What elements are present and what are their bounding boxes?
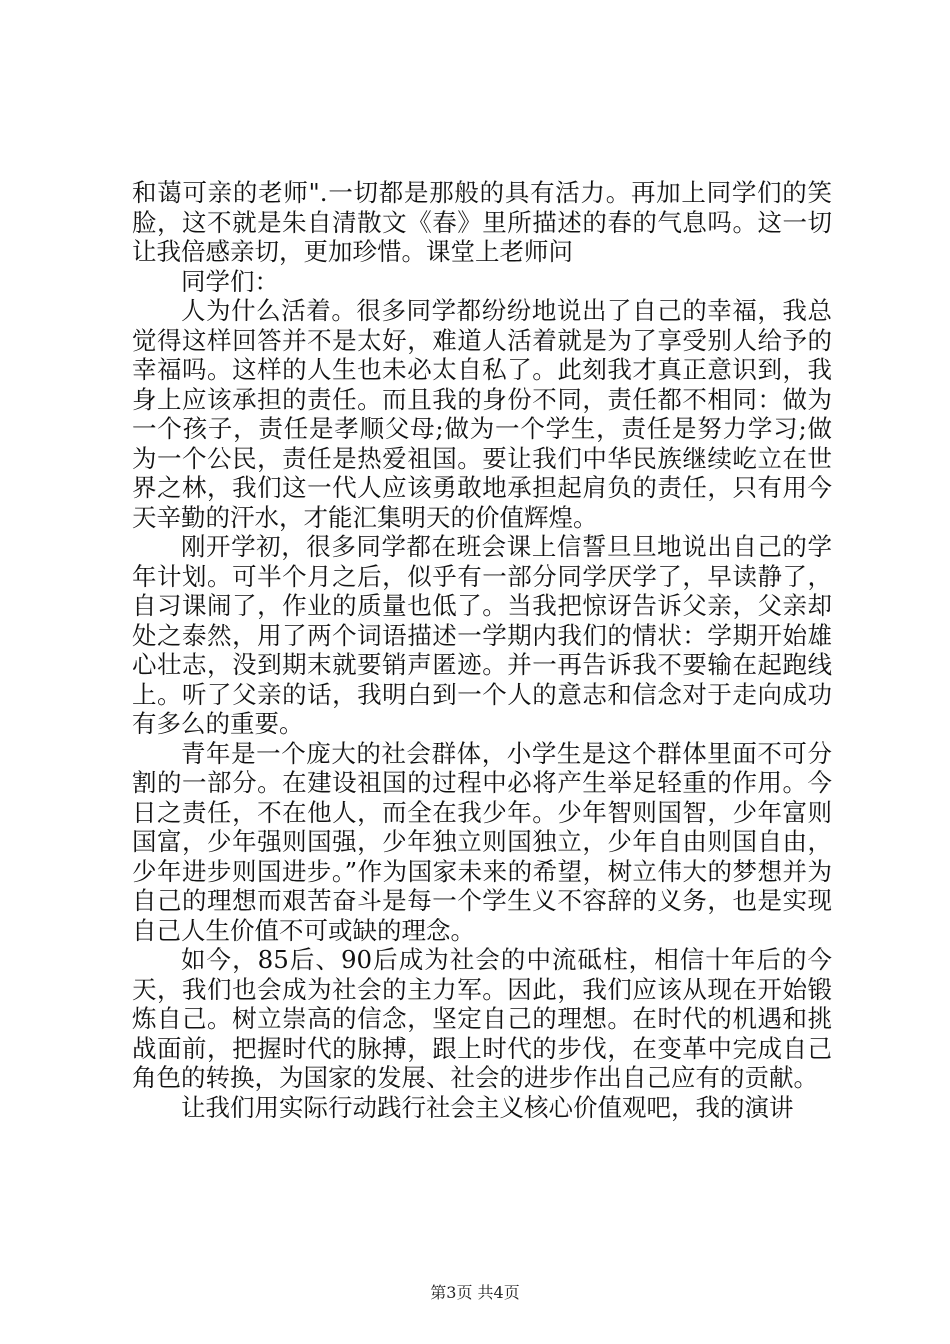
paragraph-school-start: 刚开学初，很多同学都在班会课上信誓旦旦地说出自己的学年计划。可半个月之后，似乎有一部分同学厌学了，早读静了，自习课闹了，作业的质量也低了。当我把惊讶告诉父亲，父亲却处之泰然，用了两个词语描述一学期内我们的情状：学期开始雄心壮志，没到期末就要销声匿迹。并一再告诉我不要输在起跑线上。听了父亲的话，我明白到一个人的意志和信念对于走向成功有多么的重要。 (132, 532, 832, 738)
document-body (132, 178, 832, 1122)
paragraph-greeting: 同学们： (181, 266, 279, 296)
paragraph-closing: 让我们用实际行动践行社会主义核心价值观吧，我的演讲 (181, 1092, 794, 1122)
paragraph-youth: 青年是一个庞大的社会群体，小学生是这个群体里面不可分割的一部分。在建设祖国的过程中必将产生举足轻重的作用。今日之责任，不在他人，而全在我少年。少年智则国智，少年富则国富，少年强则国强，少年独立则国独立，少年自由则国自由，少年进步则国进步。”作为国家未来的希望，树立伟大的梦想并为自己的理想而艰苦奋斗是每一个学生义不容辞的义务，也是实现自己人生价值不可或缺的理念。 (132, 738, 832, 945)
paragraph-continuation: 和蔼可亲的老师".一切都是那般的具有活力。再加上同学们的笑脸，这不就是朱自清散文《春》里所描述的春的气息吗。这一切让我倍感亲切，更加珍惜。课堂上老师问 (132, 178, 832, 266)
paragraph-why-live: 人为什么活着。很多同学都纷纷地说出了自己的幸福，我总觉得这样回答并不是太好，难道人活着就是为了享受别人给予的幸福吗。这样的人生也未必太自私了。此刻我才真正意识到，我身上应该承担的责任。而且我的身份不同，责任都不相同：做为一个孩子，责任是孝顺父母;做为一个学生，责任是努力学习;做为一个公民，责任是热爱祖国。要让我们中华民族继续屹立在世界之林，我们这一代人应该勇敢地承担起肩负的责任，只有用今天辛勤的汗水，才能汇集明天的价值辉煌。 (132, 296, 832, 532)
page-number-footer: 第3页 共4页 (430, 1283, 520, 1302)
paragraph-nowadays: 如今，85后、90后成为社会的中流砥柱，相信十年后的今天，我们也会成为社会的主力军。因此，我们应该从现在开始锻炼自己。树立崇高的信念，坚定自己的理想。在时代的机遇和挑战面前，把握时代的脉搏，跟上时代的步伐，在变革中完成自己角色的转换，为国家的发展、社会的进步作出自己应有的贡献。 (132, 945, 832, 1092)
